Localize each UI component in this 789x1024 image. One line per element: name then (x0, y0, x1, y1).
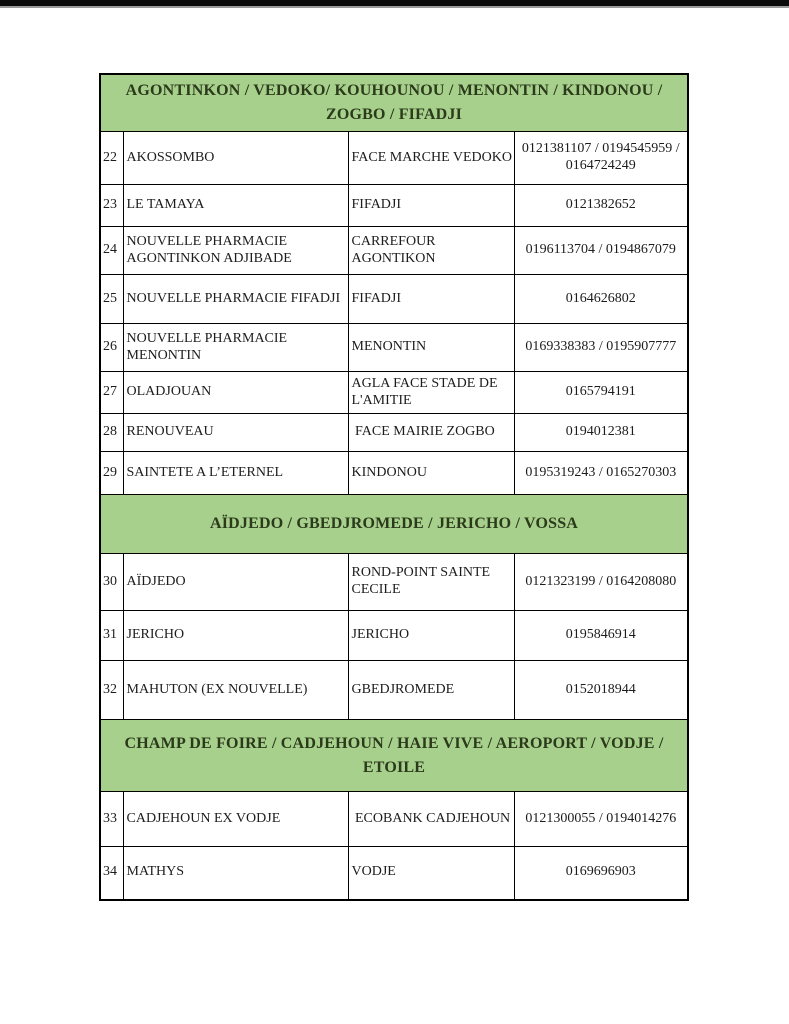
location-cell: FACE MAIRIE ZOGBO (348, 414, 514, 452)
location-cell: VODJE (348, 847, 514, 900)
location-cell: ECOBANK CADJEHOUN (348, 792, 514, 847)
table-row (100, 414, 688, 452)
phone-cell: 0152018944 (514, 661, 688, 720)
row-number-cell: 29 (100, 452, 123, 495)
phone-cell: 0169696903 (514, 847, 688, 900)
location-cell: KINDONOU (348, 452, 514, 495)
pharmacy-table (99, 73, 689, 901)
pharmacy-name-cell: LE TAMAYA (123, 185, 348, 227)
section-header-row (100, 74, 688, 132)
row-number-cell: 24 (100, 227, 123, 275)
location-cell: FIFADJI (348, 275, 514, 324)
row-number-cell: 25 (100, 275, 123, 324)
phone-cell: 0165794191 (514, 372, 688, 414)
location-cell: FACE MARCHE VEDOKO (348, 132, 514, 185)
row-number-cell: 27 (100, 372, 123, 414)
row-number-cell: 28 (100, 414, 123, 452)
location-cell: JERICHO (348, 611, 514, 661)
location-cell: CARREFOUR AGONTIKON (348, 227, 514, 275)
table-row (100, 372, 688, 414)
pharmacy-name-cell: CADJEHOUN EX VODJE (123, 792, 348, 847)
phone-cell: 0164626802 (514, 275, 688, 324)
table-row (100, 132, 688, 185)
top-black-bar (0, 0, 789, 8)
table-row (100, 847, 688, 900)
phone-cell: 0121381107 / 0194545959 / 0164724249 (514, 132, 688, 185)
section-header: AGONTINKON / VEDOKO/ KOUHOUNOU / MENONTIN / KINDONOU / ZOGBO / FIFADJI (100, 74, 688, 132)
table-row (100, 792, 688, 847)
pharmacy-name-cell: NOUVELLE PHARMACIE AGONTINKON ADJIBADE (123, 227, 348, 275)
table-row (100, 661, 688, 720)
pharmacy-name-cell: MAHUTON (EX NOUVELLE) (123, 661, 348, 720)
phone-cell: 0196113704 / 0194867079 (514, 227, 688, 275)
pharmacy-table-body (100, 74, 688, 900)
phone-cell: 0195319243 / 0165270303 (514, 452, 688, 495)
row-number-cell: 34 (100, 847, 123, 900)
row-number-cell: 33 (100, 792, 123, 847)
section-header: CHAMP DE FOIRE / CADJEHOUN / HAIE VIVE / AEROPORT / VODJE / ETOILE (100, 720, 688, 792)
pharmacy-name-cell: AKOSSOMBO (123, 132, 348, 185)
row-number-cell: 26 (100, 324, 123, 372)
row-number-cell: 30 (100, 554, 123, 611)
pharmacy-name-cell: OLADJOUAN (123, 372, 348, 414)
location-cell: FIFADJI (348, 185, 514, 227)
table-row (100, 185, 688, 227)
row-number-cell: 32 (100, 661, 123, 720)
pharmacy-name-cell: MATHYS (123, 847, 348, 900)
pharmacy-name-cell: AÏDJEDO (123, 554, 348, 611)
pharmacy-name-cell: SAINTETE A L’ETERNEL (123, 452, 348, 495)
phone-cell: 0121382652 (514, 185, 688, 227)
location-cell: GBEDJROMEDE (348, 661, 514, 720)
location-cell: ROND-POINT SAINTE CECILE (348, 554, 514, 611)
table-row (100, 324, 688, 372)
section-header: AÏDJEDO / GBEDJROMEDE / JERICHO / VOSSA (100, 495, 688, 554)
table-row (100, 227, 688, 275)
pharmacy-name-cell: RENOUVEAU (123, 414, 348, 452)
location-cell: AGLA FACE STADE DE L'AMITIE (348, 372, 514, 414)
pharmacy-name-cell: JERICHO (123, 611, 348, 661)
phone-cell: 0194012381 (514, 414, 688, 452)
phone-cell: 0121300055 / 0194014276 (514, 792, 688, 847)
row-number-cell: 23 (100, 185, 123, 227)
section-header-row (100, 495, 688, 554)
table-row (100, 611, 688, 661)
location-cell: MENONTIN (348, 324, 514, 372)
table-row (100, 452, 688, 495)
phone-cell: 0169338383 / 0195907777 (514, 324, 688, 372)
section-header-row (100, 720, 688, 792)
phone-cell: 0195846914 (514, 611, 688, 661)
table-row (100, 275, 688, 324)
pharmacy-name-cell: NOUVELLE PHARMACIE FIFADJI (123, 275, 348, 324)
row-number-cell: 22 (100, 132, 123, 185)
table-row (100, 554, 688, 611)
phone-cell: 0121323199 / 0164208080 (514, 554, 688, 611)
pharmacy-name-cell: NOUVELLE PHARMACIE MENONTIN (123, 324, 348, 372)
row-number-cell: 31 (100, 611, 123, 661)
